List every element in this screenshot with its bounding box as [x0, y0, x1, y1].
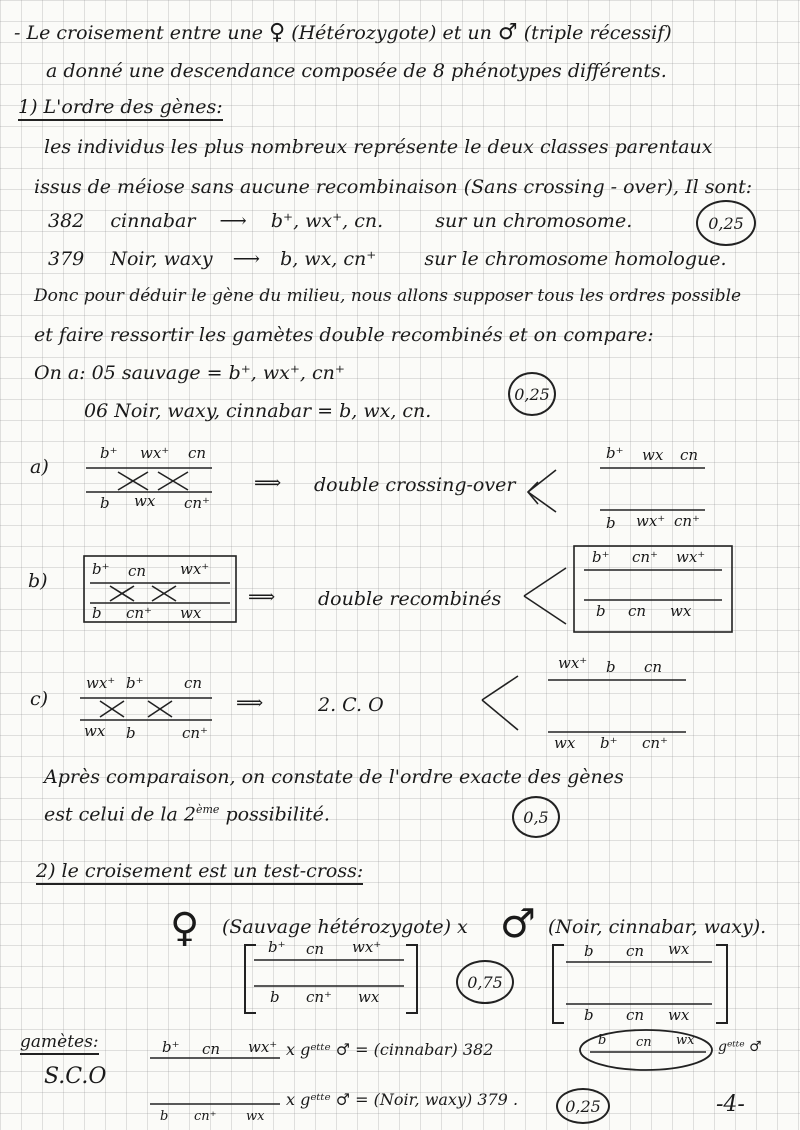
female-symbol-icon: ♀ — [269, 20, 286, 45]
section-1-paragraph-5b: 06 Noir, waxy, cinnabar = b, wx, cn. — [84, 400, 432, 422]
male-gamete-gene-2: cn — [636, 1035, 652, 1050]
arrow-icon: ⟶ — [219, 210, 247, 232]
result-1-location: sur un chromosome. — [435, 210, 633, 232]
section-1-paragraph-3: Donc pour déduir le gène du milieu, nous allons supposer tous les ordres possible — [34, 286, 742, 306]
case-b-arrow-text: double recombinés — [318, 588, 502, 610]
intro-line-2: a donné une descendance composée de 8 phénotypes différents. — [46, 60, 667, 82]
case-b-result-top-1: b⁺ — [592, 548, 610, 566]
score-circle-5: 0,25 — [556, 1088, 610, 1124]
male-symbol-icon: ♂ — [497, 20, 518, 45]
intro-text-c: (triple récessif) — [523, 22, 672, 44]
male-bottom-gene-1: b — [584, 1006, 594, 1024]
intro-text-a: - Le croisement entre une — [14, 22, 263, 44]
female-top-gene-3: wx⁺ — [352, 938, 382, 956]
gamete-1-gene-2: cn — [202, 1040, 221, 1058]
conclusion-line-2-end: possibilité. — [225, 803, 330, 826]
female-top-gene-2: cn — [306, 940, 325, 958]
case-b-result-bottom-1: b — [596, 602, 606, 620]
case-b-bottom-gene-3: wx — [180, 604, 202, 622]
intro-text-b: (Hétérozygote) et un — [291, 22, 492, 44]
case-b-bottom-gene-1: b — [92, 604, 102, 622]
case-b-top-gene-2: cn — [128, 562, 147, 580]
case-a-bottom-gene-2: wx — [134, 492, 156, 510]
double-arrow-icon: ⟹ — [254, 472, 282, 494]
case-a-result-top-2: wx — [642, 446, 664, 464]
section-2-title: 2) le croisement est un test-cross: — [36, 862, 363, 885]
gamete-1-gene-3: wx⁺ — [248, 1038, 278, 1056]
double-arrow-icon: ⟹ — [248, 586, 276, 608]
case-a-bottom-gene-1: b — [100, 494, 110, 512]
male-description: (Noir, cinnabar, waxy). — [548, 916, 767, 938]
arrow-icon: ⟶ — [232, 248, 260, 270]
case-c-bottom-gene-2: b — [126, 724, 136, 742]
case-c-top-gene-1: wx⁺ — [86, 674, 116, 692]
case-a-bottom-gene-3: cn⁺ — [184, 494, 210, 512]
female-bottom-gene-3: wx — [358, 988, 380, 1006]
case-c-arrow-text: 2. C. O — [318, 694, 384, 716]
case-b-result-top-2: cn⁺ — [632, 548, 658, 566]
case-c-bottom-gene-3: cn⁺ — [182, 724, 208, 742]
case-c-result-bottom-3: cn⁺ — [642, 734, 668, 752]
case-a-top-gene-2: wx⁺ — [140, 444, 170, 462]
gametes-title: gamètes: — [20, 1034, 99, 1055]
female-bracket-right — [406, 944, 418, 1014]
conclusion-line-1: Après comparaison, on constate de l'ordre exacte des gènes — [44, 766, 624, 788]
gamete-2-gene-3: wx — [246, 1109, 265, 1124]
case-a-arrow-text: double crossing-over — [314, 474, 516, 496]
case-a-label: a) — [30, 456, 49, 478]
case-c-label: c) — [30, 688, 49, 710]
male-bottom-gene-2: cn — [626, 1006, 645, 1024]
female-bracket-left — [244, 944, 256, 1014]
male-top-gene-3: wx — [668, 940, 690, 958]
case-b-result-bottom-2: cn — [628, 602, 647, 620]
case-c-result-bottom-2: b⁺ — [600, 734, 618, 752]
section-1-title: 1) L'ordre des gènes: — [18, 98, 223, 121]
result-2-genes: b, wx, cn⁺ — [280, 248, 377, 270]
section-1-paragraph-2: issus de méiose sans aucune recombinaison (Sans crossing - over), Il sont: — [34, 176, 753, 198]
female-bottom-gene-1: b — [270, 988, 280, 1006]
section-1-paragraph-5a: On a: 05 sauvage = b⁺, wx⁺, cn⁺ — [34, 362, 345, 384]
page-number: -4- — [716, 1092, 745, 1117]
double-arrow-icon: ⟹ — [236, 692, 264, 714]
case-c-result-top-2: b — [606, 658, 616, 676]
score-circle-2: 0,25 — [508, 372, 556, 416]
female-top-gene-1: b⁺ — [268, 938, 286, 956]
sco-label: S.C.O — [44, 1064, 107, 1089]
case-c-result-top-1: wx⁺ — [558, 654, 588, 672]
score-circle-3: 0,5 — [512, 796, 560, 838]
male-bracket-right — [716, 944, 728, 1024]
result-1-count: 382 — [48, 210, 85, 232]
result-1-genes: b⁺, wx⁺, cn. — [270, 210, 384, 232]
case-b-bottom-gene-2: cn⁺ — [126, 604, 152, 622]
gamete-2-gene-1: b — [160, 1109, 169, 1124]
case-a-top-gene-1: b⁺ — [100, 444, 118, 462]
score-circle-4: 0,75 — [456, 960, 514, 1004]
case-a-result-top-1: b⁺ — [606, 444, 624, 462]
female-bottom-gene-2: cn⁺ — [306, 988, 332, 1006]
section-1-paragraph-4: et faire ressortir les gamètes double recombinés et on compare: — [34, 324, 654, 346]
male-gamete-gene-3: wx — [676, 1033, 695, 1048]
conclusion-superscript: ème — [195, 803, 220, 816]
male-gamete-label: gᵉᵗᵗᵉ ♂ — [718, 1039, 762, 1055]
male-symbol-icon: ♂ — [500, 901, 536, 947]
male-top-gene-2: cn — [626, 942, 645, 960]
case-a-result-top-3: cn — [680, 446, 699, 464]
case-a-result-bottom-3: cn⁺ — [674, 512, 700, 530]
result-1-name: cinnabar — [110, 210, 196, 232]
female-description: (Sauvage hétérozygote) x — [222, 916, 468, 938]
gamete-1-result: x gᵉᵗᵗᵉ ♂ = (cinnabar) 382 — [286, 1040, 494, 1059]
result-2-name: Noir, waxy — [110, 248, 213, 270]
conclusion-line-2-text: est celui de la 2 — [44, 803, 196, 826]
male-gamete-gene-1: b — [598, 1033, 607, 1048]
case-b-result-top-3: wx⁺ — [676, 548, 706, 566]
case-b-result-bottom-3: wx — [670, 602, 692, 620]
case-a-top-gene-3: cn — [188, 444, 207, 462]
gamete-2-result: x gᵉᵗᵗᵉ ♂ = (Noir, waxy) 379 . — [286, 1090, 519, 1109]
result-2-count: 379 — [48, 248, 85, 270]
result-2-location: sur le chromosome homologue. — [424, 248, 727, 270]
gamete-1-gene-1: b⁺ — [162, 1038, 180, 1056]
case-c-result-top-3: cn — [644, 658, 663, 676]
male-bracket-left — [552, 944, 564, 1024]
case-c-top-gene-2: b⁺ — [126, 674, 144, 692]
male-bottom-gene-3: wx — [668, 1006, 690, 1024]
case-a-result-bottom-1: b — [606, 514, 616, 532]
case-c-top-gene-3: cn — [184, 674, 203, 692]
female-symbol-icon: ♀ — [170, 905, 200, 951]
case-a-result-bottom-2: wx⁺ — [636, 512, 666, 530]
case-c-bottom-gene-1: wx — [84, 722, 106, 740]
conclusion-line-2 — [44, 804, 330, 824]
case-b-label: b) — [28, 570, 48, 592]
score-circle-1: 0,25 — [696, 200, 756, 246]
case-b-top-gene-3: wx⁺ — [180, 560, 210, 578]
male-top-gene-1: b — [584, 942, 594, 960]
section-1-paragraph-1: les individus les plus nombreux représente le deux classes parentaux — [44, 136, 713, 158]
gamete-2-gene-2: cn⁺ — [194, 1109, 217, 1124]
case-b-top-gene-1: b⁺ — [92, 560, 110, 578]
case-c-result-bottom-1: wx — [554, 734, 576, 752]
